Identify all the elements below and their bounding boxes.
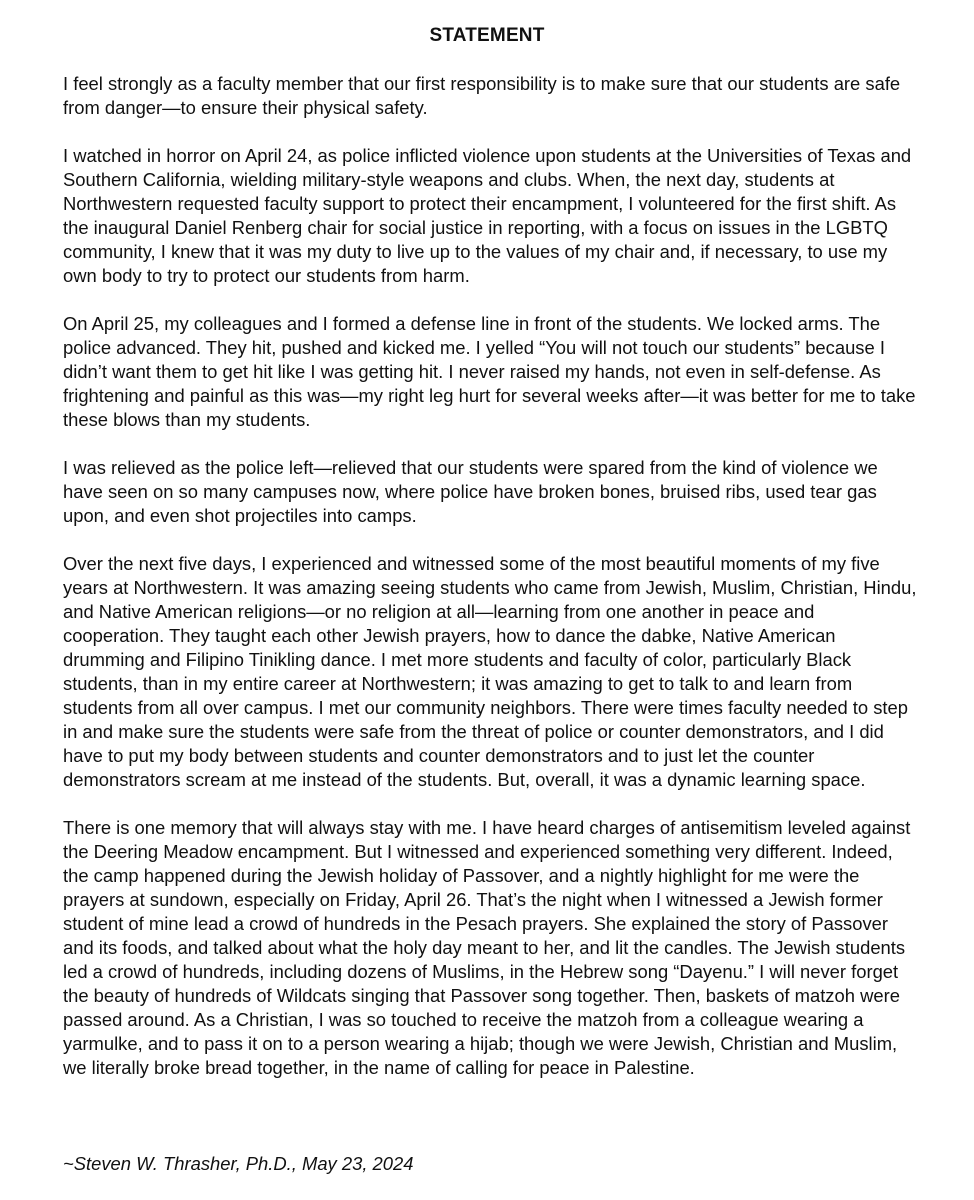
signature-line: ~Steven W. Thrasher, Ph.D., May 23, 2024 <box>63 1153 414 1174</box>
paragraph-april-24: I watched in horror on April 24, as police inflicted violence upon students at the Universities of Texas and Southern California, wielding military-style weapons and clubs. When, the next day, students at Northwestern requested faculty support to protect their encampment, I volunteered for the first shift. As the inaugural Daniel Renberg chair for social justice in reporting, with a focus on issues in the LGBTQ community, I knew that it was my duty to live up to the values of my chair and, if necessary, to use my own body to try to protect our students from harm. <box>63 145 912 286</box>
statement-body <box>63 72 919 1104</box>
paragraph-april-25: On April 25, my colleagues and I formed a defense line in front of the students. We locked arms. The police advanced. They hit, pushed and kicked me. I yelled “You will not touch our students” because I didn’t want them to get hit like I was getting hit. I never raised my hands, not even in self-defense. As frightening and painful as this was—my right leg hurt for several weeks after—it was better for me to take these blows than my students. <box>63 313 916 430</box>
paragraph-passover-memory: There is one memory that will always stay with me. I have heard charges of antisemitism leveled against the Deering Meadow encampment. But I witnessed and experienced something very different. Indeed, the camp happened during the Jewish holiday of Passover, and a nightly highlight for me were the prayers at sundown, especially on Friday, April 26. That’s the night when I witnessed a Jewish former student of mine lead a crowd of hundreds in the Pesach prayers. She explained the story of Passover and its foods, and talked about what the holy day meant to her, and lit the candles. The Jewish students led a crowd of hundreds, including dozens of Muslims, in the Hebrew song “Dayenu.” I will never forget the beauty of hundreds of Wildcats singing that Passover song together. Then, baskets of matzoh were passed around. As a Christian, I was so touched to receive the matzoh from a colleague wearing a yarmulke, and to pass it on to a person wearing a hijab; though we were Jewish, Christian and Muslim, we literally broke bread together, in the name of calling for peace in Palestine. <box>63 817 911 1078</box>
statement-title: STATEMENT <box>429 25 545 46</box>
paragraph-safety: I feel strongly as a faculty member that our first responsibility is to make sure that our students are safe from danger—to ensure their physical safety. <box>63 73 901 118</box>
paragraph-five-days: Over the next five days, I experienced and witnessed some of the most beautiful moments of my five years at Northwestern. It was amazing seeing students who came from Jewish, Muslim, Christian, Hindu, and Native American religions—or no religion at all—learning from one another in peace and cooperation. They taught each other Jewish prayers, how to dance the dabke, Native American drumming and Filipino Tinikling dance. I met more students and faculty of color, particularly Black students, than in my entire career at Northwestern; it was amazing to get to talk to and learn from students from all over campus. I met our community neighbors. There were times faculty needed to step in and make sure the students were safe from the threat of police or counter demonstrators, and I did have to put my body between students and counter demonstrators and to just let the counter demonstrators scream at me instead of the students. But, overall, it was a dynamic learning space. <box>63 553 917 790</box>
paragraph-relief: I was relieved as the police left—relieved that our students were spared from the kind of violence we have seen on so many campuses now, where police have broken bones, bruised ribs, used tear gas upon, and even shot projectiles into camps. <box>63 457 878 526</box>
